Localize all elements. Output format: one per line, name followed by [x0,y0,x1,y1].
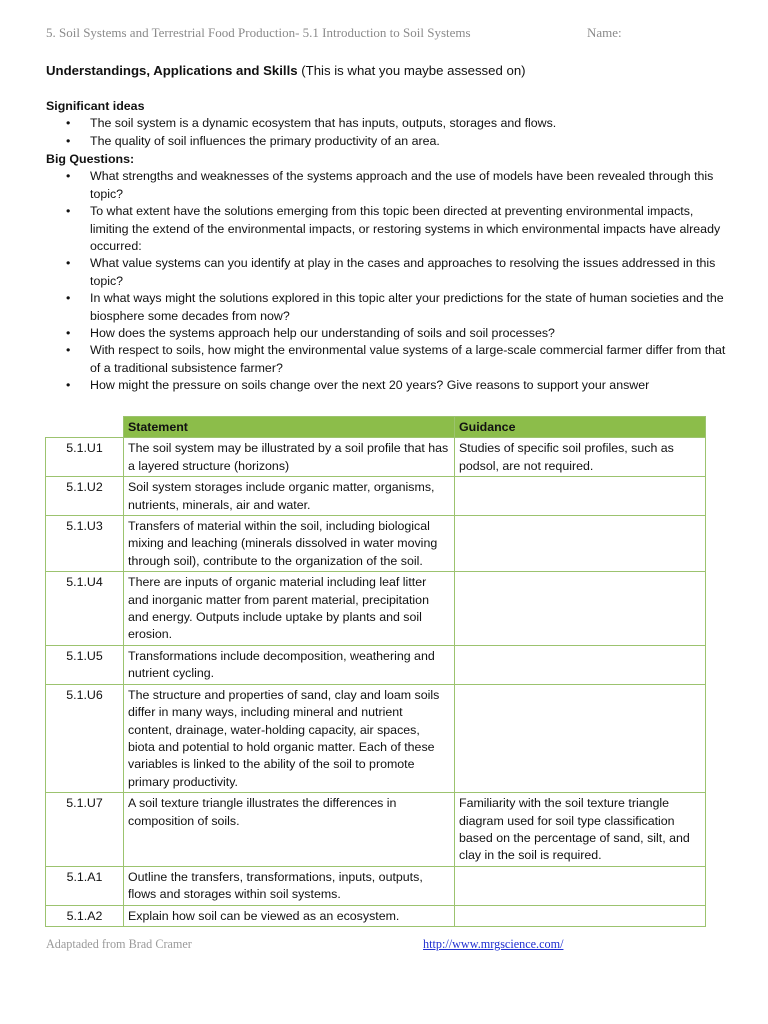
footer-link[interactable]: http://www.mrgscience.com/ [423,937,564,951]
table-row [46,572,706,646]
list-item: • What value systems can you identify at play in the cases and approaches to resolving the issues addressed in this topic? [46,255,726,290]
row-statement: There are inputs of organic material including leaf litter and inorganic matter from parent material, precipitation and energy. Outputs include uptake by plants and soil erosion. [124,572,455,646]
table-row [46,684,706,792]
row-code: 5.1.U4 [46,572,124,646]
list-item: • In what ways might the solutions explored in this topic alter your predictions for the state of human societies and the biosphere some decades from now? [46,290,726,325]
list-item: • How might the pressure on soils change over the next 20 years? Give reasons to support your answer [46,377,726,394]
list-item: • The quality of soil influences the primary productivity of an area. [46,133,726,150]
row-statement: The structure and properties of sand, clay and loam soils differ in many ways, including mineral and nutrient content, drainage, water-holding capacity, air spaces, biota and potential to hold organic matter. Each of these variables is linked to the ability of the soil to promote primary productivity. [124,684,455,792]
row-statement: Transfers of material within the soil, including biological mixing and leaching (minerals dissolved in water moving through soil), contribute to the organization of the soil. [124,516,455,572]
footer-credit: Adaptaded from Brad Cramer [46,937,192,951]
row-statement: Outline the transfers, transformations, inputs, outputs, flows and storages within soil systems. [124,866,455,905]
row-code: 5.1.A2 [46,905,124,926]
section-heading [46,63,526,78]
list-item: • With respect to soils, how might the environmental value systems of a large-scale commercial farmer differ from that of a traditional subsistence farmer? [46,342,726,377]
big-questions-label: Big Questions: [46,152,135,166]
list-item: • What strengths and weaknesses of the systems approach and the use of models have been revealed through this topic? [46,168,726,203]
row-guidance [455,684,706,792]
row-guidance [455,572,706,646]
row-guidance [455,866,706,905]
row-code: 5.1.U7 [46,793,124,867]
table-header-statement: Statement [124,417,455,438]
row-code: 5.1.A1 [46,866,124,905]
table-row [46,516,706,572]
row-code: 5.1.U2 [46,477,124,516]
row-guidance [455,516,706,572]
row-guidance: Familiarity with the soil texture triangle diagram used for soil type classification based on the percentage of sand, silt, and clay in the soil is required. [455,793,706,867]
row-guidance [455,645,706,684]
table-row [46,866,706,905]
row-guidance [455,905,706,926]
row-statement: Soil system storages include organic matter, organisms, nutrients, minerals, air and water. [124,477,455,516]
significant-ideas-list [46,115,726,150]
list-item: • How does the systems approach help our understanding of soils and soil processes? [46,325,726,342]
list-item: • The soil system is a dynamic ecosystem that has inputs, outputs, storages and flows. [46,115,726,132]
table-row [46,905,706,926]
section-heading-bold: Understandings, Applications and Skills [46,63,298,78]
row-code: 5.1.U6 [46,684,124,792]
row-guidance: Studies of specific soil profiles, such as podsol, are not required. [455,438,706,477]
row-statement: The soil system may be illustrated by a soil profile that has a layered structure (horizons) [124,438,455,477]
row-statement: Explain how soil can be viewed as an ecosystem. [124,905,455,926]
row-guidance [455,477,706,516]
table-header-row [46,417,706,438]
list-item: • To what extent have the solutions emerging from this topic been directed at preventing environmental impacts, limiting the extend of the environmental impacts, or restoring systems in which environmental impacts have already occurred: [46,203,726,255]
row-statement: A soil texture triangle illustrates the differences in composition of soils. [124,793,455,867]
header-title: 5. Soil Systems and Terrestrial Food Production- 5.1 Introduction to Soil Systems [46,25,471,40]
table-row [46,645,706,684]
big-questions-block [46,151,726,395]
row-code: 5.1.U1 [46,438,124,477]
section-heading-note: (This is what you maybe assessed on) [297,63,526,78]
row-code: 5.1.U5 [46,645,124,684]
table-row [46,477,706,516]
table-header-guidance: Guidance [455,417,706,438]
significant-ideas-label: Significant ideas [46,99,145,113]
big-questions-list [46,168,726,394]
header-name-label: Name: [587,25,622,40]
table-row [46,438,706,477]
row-statement: Transformations include decomposition, weathering and nutrient cycling. [124,645,455,684]
row-code: 5.1.U3 [46,516,124,572]
significant-ideas-block [46,98,726,150]
learning-outcomes-table [45,416,706,927]
table-header-blank [46,417,124,438]
table-row [46,793,706,867]
